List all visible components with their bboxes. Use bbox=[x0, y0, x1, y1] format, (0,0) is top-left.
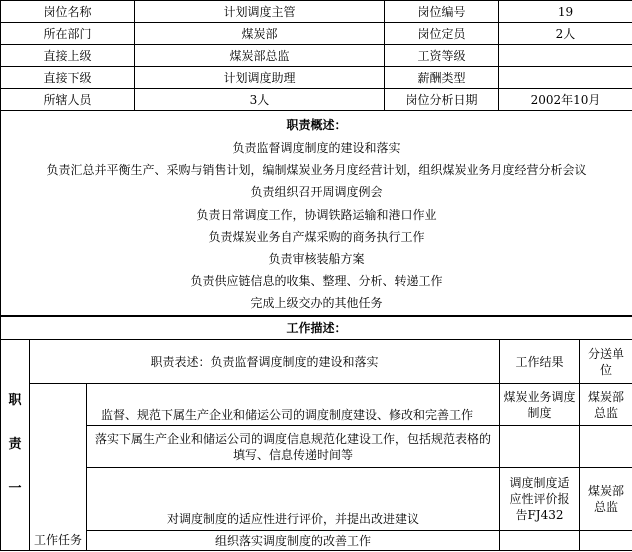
summary-title: 职责概述： bbox=[286, 118, 347, 132]
info-label: 直接下级 bbox=[1, 67, 135, 89]
info-value: 煤炭部 bbox=[135, 23, 385, 45]
info-row bbox=[1, 67, 632, 89]
info-row bbox=[1, 45, 632, 67]
duty-statement: 职责表述：负责监督调度制度的建设和落实 bbox=[30, 340, 500, 384]
info-value: 2002年10月 bbox=[499, 89, 632, 111]
info-label: 所在部门 bbox=[1, 23, 135, 45]
summary-line: 负责监督调度制度的建设和落实 bbox=[232, 141, 401, 155]
info-label: 岗位名称 bbox=[1, 1, 135, 23]
task-dept: 煤炭部总监 bbox=[580, 384, 632, 426]
task-text: 对调度制度的适应性进行评价，并提出改进建议 bbox=[87, 468, 500, 531]
summary-section bbox=[1, 111, 632, 316]
summary-row bbox=[1, 111, 632, 316]
work-result-header: 工作结果 bbox=[500, 340, 580, 384]
info-value: 煤炭部总监 bbox=[135, 45, 385, 67]
task-text: 组织落实调度制度的改善工作 bbox=[87, 531, 500, 551]
task-text: 监督、规范下属生产企业和储运公司的调度制度建设、修改和完善工作 bbox=[87, 384, 500, 426]
task-result bbox=[500, 531, 580, 551]
task-result bbox=[500, 426, 580, 468]
summary-line: 负责审核装船方案 bbox=[268, 252, 365, 267]
summary-line: 负责日常调度工作，协调铁路运输和港口作业 bbox=[196, 207, 437, 222]
duty-index-label bbox=[1, 340, 30, 551]
info-value: 2人 bbox=[499, 23, 632, 45]
info-row bbox=[1, 23, 632, 45]
info-label: 所辖人员 bbox=[1, 89, 135, 111]
duty-index-char: 职 bbox=[8, 393, 22, 408]
task-dept bbox=[580, 531, 632, 551]
info-value bbox=[499, 67, 632, 89]
task-label: 工作任务 bbox=[30, 384, 87, 551]
info-value: 3人 bbox=[135, 89, 385, 111]
dept-header: 分送单位 bbox=[580, 340, 632, 384]
task-result: 调度制度适应性评价报告FJ432 bbox=[500, 468, 580, 531]
task-text: 落实下属生产企业和储运公司的调度信息规范化建设工作，包括规范表格的填写、信息传递时间等 bbox=[87, 426, 500, 468]
task-dept bbox=[580, 426, 632, 468]
info-label: 工资等级 bbox=[385, 45, 499, 67]
summary-line: 负责煤炭业务自产煤采购的商务执行工作 bbox=[208, 229, 425, 244]
info-row bbox=[1, 1, 632, 23]
work-description-title: 工作描述： bbox=[1, 317, 632, 340]
info-row bbox=[1, 89, 632, 111]
info-value: 19 bbox=[499, 1, 632, 23]
info-label: 岗位编号 bbox=[385, 1, 499, 23]
work-description-table bbox=[0, 316, 632, 551]
info-label: 直接上级 bbox=[1, 45, 135, 67]
info-label: 岗位分析日期 bbox=[385, 89, 499, 111]
task-result: 煤炭业务调度制度 bbox=[500, 384, 580, 426]
summary-line: 负责汇总并平衡生产、采购与销售计划，编制煤炭业务月度经营计划，组织煤炭业务月度经营分析会议 bbox=[46, 163, 587, 178]
summary-line: 负责组织召开周调度例会 bbox=[250, 185, 383, 200]
info-value: 计划调度助理 bbox=[135, 67, 385, 89]
summary-line: 负责供应链信息的收集、整理、分析、转递工作 bbox=[190, 274, 443, 289]
info-label: 岗位定员 bbox=[385, 23, 499, 45]
duty-index-char: 一 bbox=[8, 481, 22, 496]
info-value bbox=[499, 45, 632, 67]
duty-index-char: 责 bbox=[8, 437, 22, 452]
summary-line: 完成上级交办的其他任务 bbox=[250, 296, 383, 311]
info-value: 计划调度主管 bbox=[135, 1, 385, 23]
task-dept: 煤炭部总监 bbox=[580, 468, 632, 531]
info-label: 薪酬类型 bbox=[385, 67, 499, 89]
